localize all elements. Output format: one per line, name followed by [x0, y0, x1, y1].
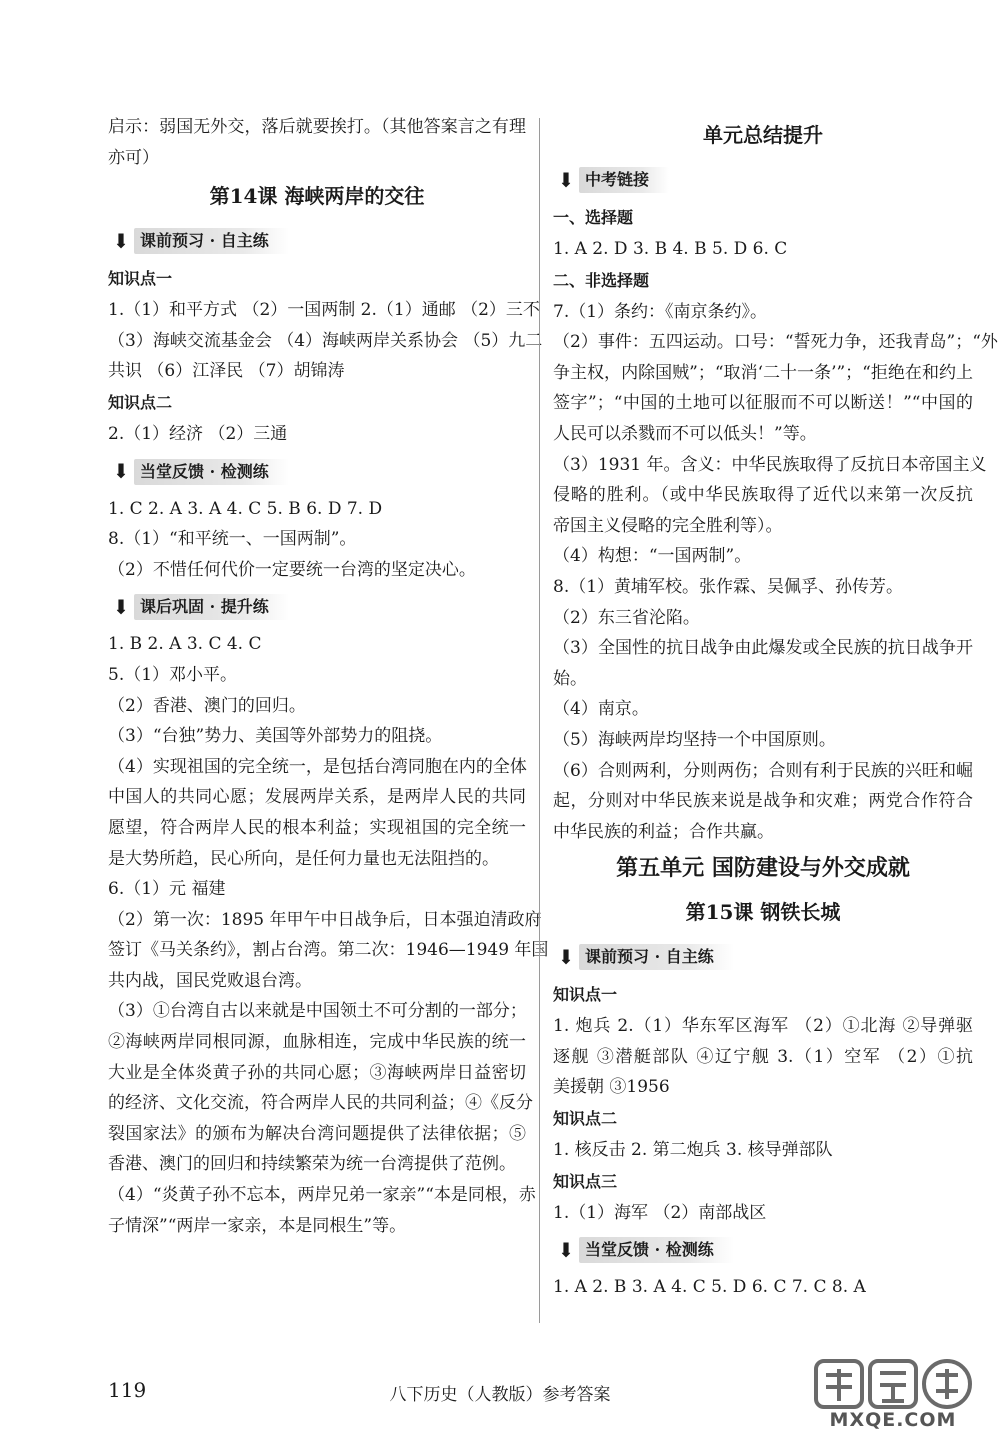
answer-line: 6.（1）元 福建: [108, 879, 226, 900]
right-column: [553, 112, 998, 1303]
down-arrow-icon: ⬇: [112, 228, 130, 253]
page-number: 119: [108, 1378, 147, 1402]
knowledge-point-label: 知识点二: [553, 1109, 618, 1129]
watermark-url: MXQE.COM: [829, 1409, 957, 1431]
intro-line: 亦可）: [108, 147, 159, 168]
down-arrow-icon: ⬇: [557, 1237, 575, 1262]
answer-line: （2）不惜任何代价一定要统一台湾的坚定决心。: [108, 559, 476, 580]
answer-line: （2）第一次：1895 年甲午中日战争后，日本强迫清政府: [108, 909, 542, 930]
answer-line: 是大势所趋，民心所向，是任何力量也无法阻挡的。: [108, 848, 499, 869]
answer-line: （5）海峡两岸均坚持一个中国原则。: [553, 729, 836, 750]
answer-line: 香港、澳门的回归和持续繁荣为统一台湾提供了范例。: [108, 1154, 516, 1175]
knowledge-point-label: 知识点三: [553, 1171, 618, 1191]
answer-line: 逐舰 ③潜艇部队 ④辽宁舰 3.（1）空军 （2）①抗: [553, 1046, 973, 1067]
answer-line: （4）“炎黄子孙不忘本，两岸兄弟一家亲”“本是同根，赤: [108, 1185, 536, 1206]
answer-line: 的经济、文化交流，符合两岸人民的共同利益；④《反分: [108, 1093, 533, 1114]
lesson14-title: 第14课 海峡两岸的交往: [209, 184, 425, 209]
section-header-exam-link: [553, 158, 973, 202]
answer-line: 裂国家法》的颁布为解决台湾问题提供了法律依据；⑤: [108, 1123, 526, 1144]
answer-line: （3）全国性的抗日战争由此爆发或全民族的抗日战争开: [553, 638, 973, 659]
knowledge-point-label: 知识点一: [553, 985, 618, 1005]
unit-summary-title: 单元总结提升: [703, 123, 823, 147]
answer-line: （3）“台独”势力、美国等外部势力的阻挠。: [108, 726, 443, 747]
down-arrow-icon: ⬇: [112, 595, 130, 620]
book-title: 八下历史（人教版）参考答案: [389, 1385, 611, 1405]
lesson15-title: 第15课 钢铁长城: [685, 900, 841, 925]
down-arrow-icon: ⬇: [557, 944, 575, 969]
watermark-stamp-icon: [812, 1355, 974, 1413]
answer-line: 中华民族的利益；合作共赢。: [553, 821, 774, 842]
answer-line: （4）南京。: [553, 699, 649, 720]
section-label: 中考链接: [579, 167, 669, 193]
question-type-label: 一、选择题: [553, 208, 634, 227]
section-label: 课前预习 · 自主练: [579, 944, 734, 970]
answer-line: （3）海峡交流基金会 （4）海峡两岸关系协会 （5）九二: [108, 330, 543, 351]
column-divider: [539, 118, 540, 1323]
answer-line: （4）实现祖国的完全统一，是包括台湾同胞在内的全体: [108, 756, 527, 777]
answer-line: 1. 炮兵 2.（1）华东军区海军 （2）①北海 ②导弹驱: [553, 1016, 973, 1037]
down-arrow-icon: ⬇: [557, 167, 575, 192]
left-column: [108, 112, 549, 1241]
answer-line: 2.（1）经济 （2）三通: [108, 423, 288, 444]
answer-line: 1. B 2. A 3. C 4. C: [108, 634, 262, 655]
answer-line: 1. A 2. D 3. B 4. B 5. D 6. C: [553, 239, 788, 259]
answer-line: 1.（1）海军 （2）南部战区: [553, 1202, 767, 1223]
answer-line: 侵略的胜利。（或中华民族取得了近代以来第一次反抗: [553, 485, 973, 506]
section-header-in-class: [108, 450, 526, 494]
answer-line: 1. C 2. A 3. A 4. C 5. B 6. D 7. D: [108, 498, 383, 519]
answer-line: （2）东三省沦陷。: [553, 607, 700, 628]
watermark-logo: [812, 1355, 974, 1435]
answer-line: 5.（1）邓小平。: [108, 664, 238, 685]
answer-line: 子情深”“两岸一家亲，本是同根生”等。: [108, 1215, 407, 1236]
section-label: 课前预习 · 自主练: [134, 228, 289, 254]
answer-line: （6）合则两利，分则两伤；合则有利于民族的兴旺和崛: [553, 760, 973, 781]
down-arrow-icon: ⬇: [112, 459, 130, 484]
knowledge-point-label: 知识点二: [108, 392, 173, 412]
answer-line: 共内战，国民党败退台湾。: [108, 970, 312, 991]
answer-line: 7.（1）条约：《南京条约》。: [553, 301, 768, 322]
answer-line: （3）1931 年。含义：中华民族取得了反抗日本帝国主义: [553, 454, 987, 475]
section-header-in-class: [553, 1228, 973, 1272]
answer-line: 帝国主义侵略的完全胜利等）。: [553, 515, 783, 536]
section-header-pre-study: [553, 935, 973, 979]
section-label: 当堂反馈 · 检测练: [134, 459, 289, 485]
answer-line: （3）①台湾自古以来就是中国领土不可分割的一部分；: [108, 1001, 527, 1022]
knowledge-point-label: 知识点一: [108, 269, 173, 289]
intro-line: 启示：弱国无外交，落后就要挨打。（其他答案言之有理: [108, 117, 526, 137]
answer-line: 1. 核反击 2. 第二炮兵 3. 核导弹部队: [553, 1140, 833, 1161]
answer-line: 大业是全体炎黄子孙的共同心愿；③海峡两岸日益密切: [108, 1062, 526, 1083]
section-label: 当堂反馈 · 检测练: [579, 1237, 734, 1263]
answer-line: 签订《马关条约》，割占台湾。第二次：1946—1949 年国: [108, 940, 549, 961]
section-header-after-class: [108, 585, 526, 629]
answer-line: 人民可以杀戮而不可以低头！”等。: [553, 423, 817, 444]
answer-line: 中国人的共同心愿；发展两岸关系，是两岸人民的共同: [108, 787, 526, 808]
answer-line: 签字”；“中国的土地可以征服而不可以断送！”“中国的: [553, 393, 973, 414]
answer-line: 8.（1）“和平统一、一国两制”。: [108, 529, 357, 550]
question-type-label: 二、非选择题: [553, 270, 650, 290]
answer-line: ②海峡两岸同根同源，血脉相连，完成中华民族的统一: [108, 1032, 526, 1053]
answer-line: 争主权，内除国贼”；“取消‘二十一条’”；“拒绝在和约上: [553, 362, 973, 383]
answer-line: 始。: [553, 668, 587, 689]
section-header-pre-study: [108, 219, 526, 263]
answer-line: 1. A 2. B 3. A 4. C 5. D 6. C 7. C 8. A: [553, 1277, 866, 1298]
answer-line: （4）构想：“一国两制”。: [553, 546, 752, 567]
answer-line: 起，分则对中华民族来说是战争和灾难；两党合作符合: [553, 791, 973, 812]
answer-line: （2）事件：五四运动。口号：“誓死力争，还我青岛”；“外: [553, 332, 998, 353]
answer-line: 愿望，符合两岸人民的根本利益；实现祖国的完全统一: [108, 817, 526, 838]
answer-line: 共识 （6）江泽民 （7）胡锦涛: [108, 361, 345, 382]
answer-line: 1.（1）和平方式 （2）一国两制 2.（1）通邮 （2）三不: [108, 300, 540, 321]
answer-line: 美援朝 ③1956: [553, 1077, 670, 1098]
unit5-title: 第五单元 国防建设与外交成就: [616, 855, 910, 882]
section-label: 课后巩固 · 提升练: [134, 594, 289, 620]
answer-line: 8.（1）黄埔军校。张作霖、吴佩孚、孙传芳。: [553, 576, 904, 597]
answer-line: （2）香港、澳门的回归。: [108, 695, 306, 716]
